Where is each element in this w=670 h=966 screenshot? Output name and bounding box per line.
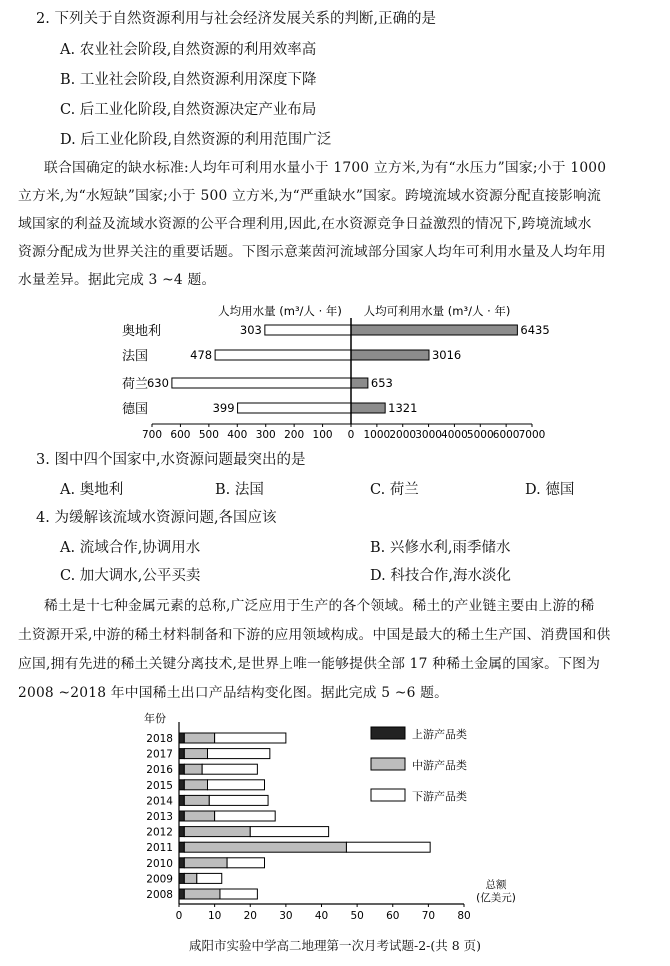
passage-2-line: 应国,拥有先进的稀土关键分离技术,是世界上唯一能够提供全部 17 种稀土金属的国家。下图为 xyxy=(18,656,601,672)
stacked-bar-segment xyxy=(179,764,184,774)
question-2-option-a: A. 农业社会阶段,自然资源的利用效率高 xyxy=(60,42,317,58)
passage-1-line: 水量差异。据此完成 3 ~4 题。 xyxy=(18,272,216,288)
passage-2-line: 稀土是十七种金属元素的总称,广泛应用于生产的各个领域。稀土的产业链主要由上游的稀 xyxy=(44,598,595,614)
year-label: 2018 xyxy=(146,733,173,745)
water-use-value-label: 478 xyxy=(190,348,213,362)
x-tick-label: 0 xyxy=(347,429,355,441)
x-tick-label: 300 xyxy=(255,429,276,441)
x-tick-label: 50 xyxy=(350,910,364,922)
x-tick-label: 500 xyxy=(198,429,219,441)
left-chart-title: 人均用水量 (m³/人 · 年) xyxy=(218,304,342,318)
x-tick-label: 0 xyxy=(175,910,183,922)
year-label: 2008 xyxy=(146,889,173,901)
passage-1-line: 立方米,为“水短缺”国家;小于 500 立方米,为“严重缺水”国家。跨境流域水资源分配直接影响流 xyxy=(18,188,602,204)
year-label: 2017 xyxy=(146,748,173,761)
x-tick-label: 2000 xyxy=(389,429,417,441)
stacked-bar-segment xyxy=(184,858,227,868)
x-tick-label: 40 xyxy=(314,910,329,922)
stacked-bar-segment xyxy=(202,764,257,774)
stacked-bar-segment xyxy=(179,795,184,805)
stacked-bar-segment xyxy=(179,749,184,759)
legend-label: 中游产品类 xyxy=(412,759,467,772)
water-available-bar xyxy=(351,350,429,360)
stacked-bar-segment xyxy=(184,733,214,743)
country-label: 奥地利 xyxy=(122,324,162,339)
legend-swatch xyxy=(371,727,405,739)
question-3-option-d: D. 德国 xyxy=(525,482,575,498)
x-tick-label: 10 xyxy=(207,910,222,922)
stacked-bar-segment xyxy=(179,858,184,868)
year-label: 2011 xyxy=(146,842,173,855)
x-tick-label: 5000 xyxy=(466,429,494,441)
year-label: 2009 xyxy=(146,873,173,886)
x-tick-label: 30 xyxy=(279,910,293,922)
water-available-value-label: 1321 xyxy=(388,401,418,415)
stacked-bar-segment xyxy=(346,842,430,852)
stacked-bar-segment xyxy=(184,811,214,821)
x-tick-label: 700 xyxy=(141,429,163,441)
passage-1-line: 资源分配成为世界关注的重要话题。下图示意莱茵河流域部分国家人均年可利用水量及人均年用 xyxy=(18,244,606,260)
question-3-option-a: A. 奥地利 xyxy=(60,482,124,498)
page-footer: 咸阳市实验中学高二地理第一次月考试题-2-(共 8 页) xyxy=(188,938,482,953)
water-available-value-label: 6435 xyxy=(520,323,550,337)
stacked-bar-segment xyxy=(179,889,184,899)
stacked-bar-segment xyxy=(184,827,250,837)
x-tick-label: 4000 xyxy=(441,429,468,441)
y-axis-title: 年份 xyxy=(144,712,166,725)
passage-1-line: 域国家的利益及流域水资源的公平合理利用,因此,在水资源竞争日益激烈的情况下,跨境流域水 xyxy=(18,216,592,232)
x-tick-label: 600 xyxy=(170,429,191,441)
passage-1-line: 联合国确定的缺水标准:人均年可利用水量小于 1700 立方米,为有“水压力”国家;小于 1000 xyxy=(44,160,607,176)
stacked-bar-segment xyxy=(179,873,184,883)
question-4-option-a: A. 流域合作,协调用水 xyxy=(60,540,201,556)
x-tick-label: 20 xyxy=(243,910,257,922)
country-label: 德国 xyxy=(122,402,149,417)
legend-label: 上游产品类 xyxy=(412,728,467,741)
question-3-option-c: C. 荷兰 xyxy=(370,482,419,498)
stacked-bar-segment xyxy=(184,764,202,774)
stacked-bar-segment xyxy=(220,889,257,899)
stacked-bar-segment xyxy=(179,733,184,743)
water-use-bar xyxy=(172,378,351,388)
stacked-bar-segment xyxy=(184,795,209,805)
legend-label: 下游产品类 xyxy=(412,790,467,803)
question-2-stem: 2. 下列关于自然资源利用与社会经济发展关系的判断,正确的是 xyxy=(36,11,437,27)
question-4-option-c: C. 加大调水,公平买卖 xyxy=(60,568,201,584)
year-label: 2012 xyxy=(146,826,173,839)
right-chart-title: 人均可利用水量 (m³/人 · 年) xyxy=(363,304,511,318)
question-3-option-b: B. 法国 xyxy=(215,482,264,498)
question-2-option-b: B. 工业社会阶段,自然资源利用深度下降 xyxy=(60,72,317,88)
stacked-bar-segment xyxy=(179,811,184,821)
x-tick-label: 400 xyxy=(227,429,248,441)
stacked-bar-segment xyxy=(208,780,265,790)
question-4-option-d: D. 科技合作,海水淡化 xyxy=(370,568,511,584)
x-tick-label: 200 xyxy=(284,429,305,441)
question-3-stem: 3. 图中四个国家中,水资源问题最突出的是 xyxy=(36,452,306,468)
year-label: 2013 xyxy=(146,811,173,823)
water-available-value-label: 3016 xyxy=(431,348,462,362)
water-use-bar xyxy=(238,403,351,413)
water-use-value-label: 630 xyxy=(146,376,169,390)
water-available-bar xyxy=(351,378,368,388)
year-label: 2015 xyxy=(146,779,173,792)
stacked-bar-segment xyxy=(184,780,207,790)
stacked-bar-segment xyxy=(184,842,346,852)
x-tick-label: 100 xyxy=(312,429,333,441)
x-tick-label: 6000 xyxy=(492,429,520,441)
stacked-bar-segment xyxy=(250,827,328,837)
legend-swatch xyxy=(371,789,405,801)
stacked-bar-segment xyxy=(197,873,222,883)
stacked-bar-segment xyxy=(184,873,196,883)
year-label: 2016 xyxy=(146,764,173,777)
water-use-bar xyxy=(265,325,351,335)
x-axis-title-unit: (亿美元) xyxy=(476,892,516,904)
x-tick-label: 80 xyxy=(457,910,471,922)
legend-swatch xyxy=(371,758,405,770)
question-4-stem: 4. 为缓解该流域水资源问题,各国应该 xyxy=(36,510,277,526)
country-label: 荷兰 xyxy=(122,377,149,392)
stacked-bar-segment xyxy=(184,889,220,899)
x-tick-label: 60 xyxy=(386,910,400,922)
question-2-option-d: D. 后工业化阶段,自然资源的利用范围广泛 xyxy=(60,132,332,148)
stacked-bar-segment xyxy=(227,858,264,868)
stacked-bar-segment xyxy=(215,811,276,821)
passage-2-line: 2008 ~2018 年中国稀土出口产品结构变化图。据此完成 5 ~6 题。 xyxy=(18,685,449,701)
stacked-bar-segment xyxy=(215,733,286,743)
question-4-option-b: B. 兴修水利,雨季储水 xyxy=(370,540,511,556)
x-tick-label: 1000 xyxy=(363,429,391,441)
water-use-value-label: 303 xyxy=(239,323,262,337)
year-label: 2010 xyxy=(146,857,173,870)
water-available-bar xyxy=(351,403,385,413)
stacked-bar-segment xyxy=(208,749,270,759)
stacked-bar-segment xyxy=(179,827,184,837)
stacked-bar-segment xyxy=(209,795,268,805)
stacked-bar-segment xyxy=(184,749,207,759)
water-use-bar xyxy=(215,350,351,360)
water-use-value-label: 399 xyxy=(212,401,235,415)
passage-2-line: 土资源开采,中游的稀土材料制备和下游的应用领域构成。中国是最大的稀土生产国、消费国和供 xyxy=(18,627,611,643)
stacked-bar-segment xyxy=(179,842,184,852)
stacked-bar-segment xyxy=(179,780,184,790)
water-available-bar xyxy=(351,325,517,335)
x-tick-label: 3000 xyxy=(415,429,442,441)
question-2-option-c: C. 后工业化阶段,自然资源决定产业布局 xyxy=(60,102,317,118)
x-axis-title: 总额 xyxy=(485,879,507,891)
x-tick-label: 7000 xyxy=(518,429,546,441)
rare-earth-chart xyxy=(0,708,670,930)
x-tick-label: 70 xyxy=(421,910,436,922)
year-label: 2014 xyxy=(146,795,173,808)
water-chart xyxy=(0,296,670,446)
water-available-value-label: 653 xyxy=(370,376,393,390)
country-label: 法国 xyxy=(122,349,149,364)
